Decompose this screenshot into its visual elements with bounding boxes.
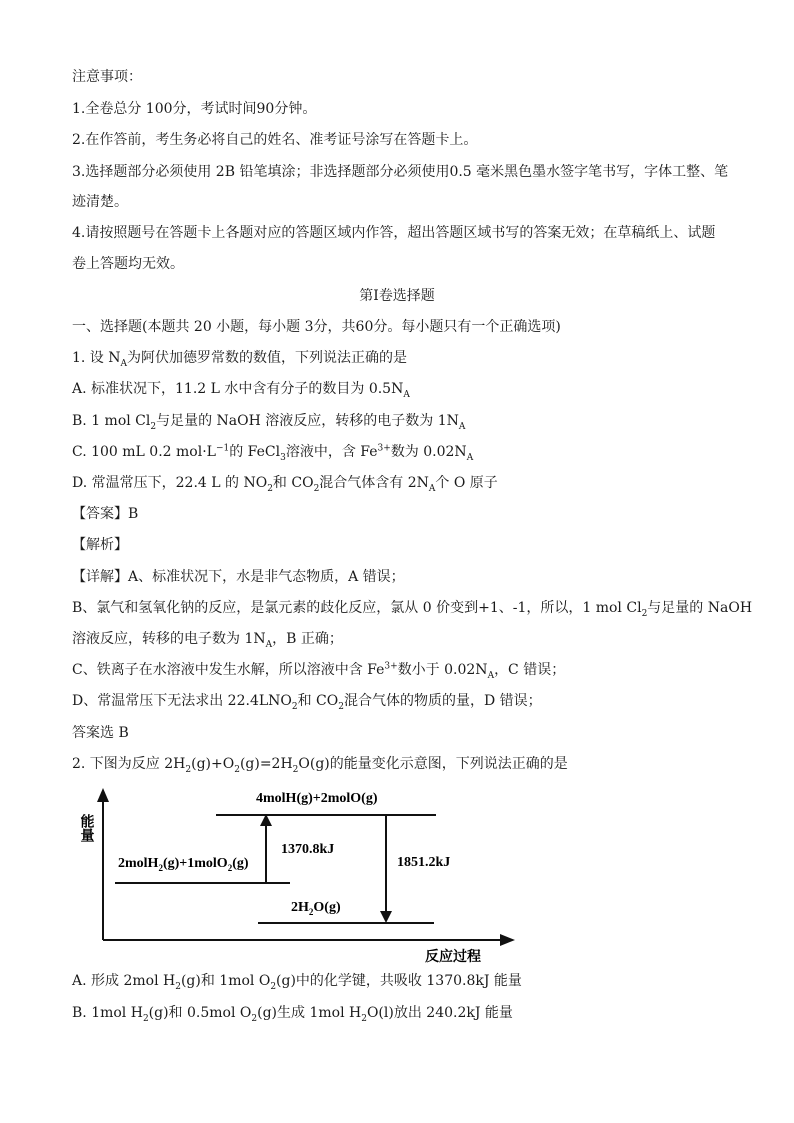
notice-item-1: 1.全卷总分 100分，考试时间90分钟。: [72, 101, 317, 117]
q1-detail-b: B、氯气和氢氧化钠的反应，是氯元素的歧化反应，氯从 0 价变到+1、-1，所以，1 mol $Cl_2$与足量的 NaOH: [72, 600, 753, 619]
reactant-level-label: 2molH$_2$(g)+1molO$_2$(g): [118, 856, 249, 873]
top-level-label: 4molH(g)+2molO(g): [256, 791, 378, 806]
release-arrowhead: [380, 911, 392, 923]
q1-option-a: A. 标准状况下，11.2 L 水中含有分子的数目为 $0.5N_A$: [72, 381, 410, 400]
notice-item-3: 3.选择题部分必须使用 2B 铅笔填涂；非选择题部分必须使用0.5 毫米黑色墨水签字笔书写，字体工整、笔: [72, 164, 729, 180]
notice-item-4: 4.请按照题号在答题卡上各题对应的答题区域内作答，超出答题区域书写的答案无效；在草稿纸上、试题: [72, 225, 716, 241]
energy-diagram: [0, 780, 794, 970]
notice-title: 注意事项：: [72, 69, 142, 85]
product-level-label: $2H_2O(g)$: [291, 900, 341, 917]
q2-stem: 2. 下图为反应 $2H_2(g)+O_2(g)=2H_2O(g)$的能量变化示意图，下列说法正确的是: [72, 756, 568, 775]
q1-answer: [72, 504, 138, 524]
detail-tag: 【详解】: [72, 569, 128, 585]
q1-detail-d: D、常温常压下无法求出 $22.4LNO_2$和 $CO_2$混合气体的物质的量，D 错误；: [72, 693, 542, 712]
q1-analysis-tag: 【解析】: [72, 537, 128, 553]
q1-option-d: D. 常温常压下，22.4 L 的 $NO_2$和 $CO_2$混合气体含有 $2N_A$个 O 原子: [72, 475, 498, 494]
q1-detail-a: 【详解】A、标准状况下，水是非气态物质，A 错误；: [72, 569, 405, 585]
q1-detail-c: C、铁离子在水溶液中发生水解，所以溶液中含 $Fe^{3+}$数小于 $0.02N_A$，C 错误；: [72, 661, 566, 681]
x-axis-label: 反应过程: [425, 950, 481, 965]
release-energy-label: 1851.2kJ: [397, 855, 451, 870]
notice-item-4-cont: 卷上答题均无效。: [72, 256, 184, 272]
q1-option-c: C. 100 mL 0.2 $mol\cdot L^{-1}$的 FeCl$_3$溶液中，含 $Fe^{3+}$数为 $0.02N_A$: [72, 443, 474, 463]
part1-header: 一、选择题(本题共 20 小题，每小题 3分，共60分。每小题只有一个正确选项): [72, 319, 561, 335]
q1-conclusion: 答案选 B: [72, 725, 129, 741]
q1-option-b: B. 1 mol $Cl_2$与足量的 NaOH 溶液反应，转移的电子数为 $1N_A$: [72, 413, 466, 432]
notice-item-3-cont: 迹清楚。: [72, 194, 128, 210]
answer-value: B: [128, 506, 139, 522]
y-axis-arrow: [97, 788, 109, 802]
absorb-energy-label: 1370.8kJ: [281, 842, 335, 857]
answer-tag: 【答案】: [72, 506, 128, 522]
notice-item-2: 2.在作答前，考生务必将自己的姓名、准考证号涂写在答题卡上。: [72, 132, 478, 148]
q1-stem: 1. 设 $N_A$为阿伏加德罗常数的数值，下列说法正确的是: [72, 350, 408, 369]
section-title: 第Ⅰ卷选择题: [359, 288, 435, 304]
x-axis-arrow: [500, 934, 515, 946]
q2-option-b: B. 1mol $H_2(g)$和 0.5mol $O_2(g)$生成 1mol $H_2O(l)$放出 240.2kJ 能量: [72, 1005, 513, 1024]
y-axis-label: 能量: [78, 814, 94, 842]
q2-option-a: A. 形成 2mol $H_2(g)$和 1mol $O_2(g)$中的化学键，共吸收 1370.8kJ 能量: [72, 973, 522, 992]
q1-detail-b-cont: 溶液反应，转移的电子数为 $1N_A$，B 正确；: [72, 631, 343, 650]
